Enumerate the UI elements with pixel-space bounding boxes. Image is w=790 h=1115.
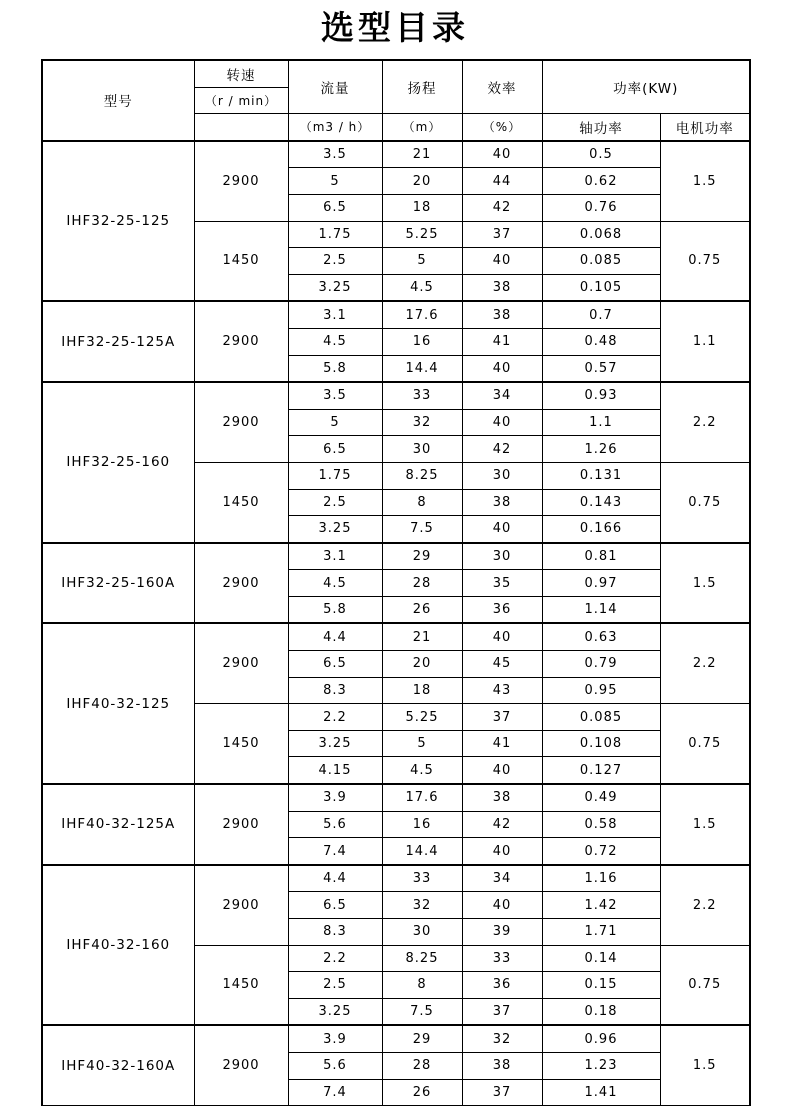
cell-head: 4.5 — [382, 274, 462, 301]
cell-shaft: 0.58 — [542, 811, 660, 838]
cell-shaft: 0.18 — [542, 998, 660, 1025]
cell-eff: 32 — [462, 1025, 542, 1052]
cell-eff: 42 — [462, 436, 542, 463]
cell-head: 17.6 — [382, 784, 462, 811]
header-speed: 转速 — [194, 60, 288, 87]
cell-eff: 40 — [462, 141, 542, 168]
cell-speed: 1450 — [194, 462, 288, 542]
cell-speed: 2900 — [194, 141, 288, 221]
cell-eff: 37 — [462, 998, 542, 1025]
cell-shaft: 1.26 — [542, 436, 660, 463]
cell-flow: 3.25 — [288, 998, 382, 1025]
cell-eff: 36 — [462, 596, 542, 623]
cell-speed: 2900 — [194, 543, 288, 624]
table-row — [42, 543, 750, 570]
cell-eff: 30 — [462, 462, 542, 489]
cell-flow: 2.5 — [288, 489, 382, 516]
cell-head: 7.5 — [382, 998, 462, 1025]
table-row — [42, 784, 750, 811]
cell-flow: 3.9 — [288, 784, 382, 811]
cell-model: IHF32-25-125A — [42, 301, 194, 382]
cell-eff: 37 — [462, 221, 542, 248]
cell-eff: 34 — [462, 865, 542, 892]
cell-head: 33 — [382, 382, 462, 409]
cell-head: 14.4 — [382, 355, 462, 382]
cell-flow: 3.25 — [288, 730, 382, 757]
cell-speed: 2900 — [194, 301, 288, 382]
cell-flow: 4.4 — [288, 865, 382, 892]
cell-shaft: 0.143 — [542, 489, 660, 516]
header-row-1 — [42, 60, 750, 87]
cell-shaft: 0.5 — [542, 141, 660, 168]
cell-flow: 6.5 — [288, 436, 382, 463]
cell-eff: 30 — [462, 543, 542, 570]
cell-flow: 3.9 — [288, 1025, 382, 1052]
cell-shaft: 1.42 — [542, 892, 660, 919]
cell-flow: 1.75 — [288, 221, 382, 248]
cell-flow: 8.3 — [288, 677, 382, 704]
cell-shaft: 0.63 — [542, 623, 660, 650]
cell-head: 17.6 — [382, 301, 462, 328]
cell-shaft: 1.16 — [542, 865, 660, 892]
cell-head: 30 — [382, 919, 462, 946]
cell-head: 26 — [382, 1079, 462, 1106]
spec-table-container — [0, 59, 790, 1106]
cell-speed: 2900 — [194, 382, 288, 462]
cell-flow: 5.6 — [288, 811, 382, 838]
cell-shaft: 0.62 — [542, 168, 660, 195]
cell-speed: 1450 — [194, 704, 288, 784]
cell-shaft: 1.1 — [542, 409, 660, 436]
cell-shaft: 0.131 — [542, 462, 660, 489]
cell-shaft: 0.95 — [542, 677, 660, 704]
cell-shaft: 0.085 — [542, 248, 660, 275]
cell-head: 7.5 — [382, 516, 462, 543]
cell-motor-power: 0.75 — [660, 462, 750, 542]
cell-shaft: 0.108 — [542, 730, 660, 757]
cell-eff: 40 — [462, 516, 542, 543]
header-speed-blank — [194, 114, 288, 141]
cell-speed: 2900 — [194, 784, 288, 865]
cell-flow: 5.6 — [288, 1052, 382, 1079]
cell-shaft: 0.96 — [542, 1025, 660, 1052]
cell-shaft: 0.57 — [542, 355, 660, 382]
cell-flow: 8.3 — [288, 919, 382, 946]
cell-head: 30 — [382, 436, 462, 463]
cell-eff: 40 — [462, 892, 542, 919]
cell-flow: 3.1 — [288, 301, 382, 328]
header-efficiency: 效率 — [462, 60, 542, 114]
cell-shaft: 0.085 — [542, 704, 660, 731]
cell-eff: 39 — [462, 919, 542, 946]
cell-head: 5 — [382, 730, 462, 757]
cell-flow: 4.4 — [288, 623, 382, 650]
cell-head: 29 — [382, 543, 462, 570]
cell-flow: 3.5 — [288, 382, 382, 409]
header-flow: 流量 — [288, 60, 382, 114]
table-body — [42, 141, 750, 1106]
cell-motor-power: 1.1 — [660, 301, 750, 382]
cell-shaft: 0.14 — [542, 945, 660, 972]
cell-flow: 5 — [288, 168, 382, 195]
cell-motor-power: 0.75 — [660, 221, 750, 301]
cell-speed: 2900 — [194, 623, 288, 703]
cell-head: 8.25 — [382, 945, 462, 972]
cell-head: 16 — [382, 811, 462, 838]
cell-flow: 6.5 — [288, 194, 382, 221]
cell-speed: 2900 — [194, 865, 288, 945]
cell-eff: 40 — [462, 838, 542, 865]
cell-eff: 35 — [462, 570, 542, 597]
cell-head: 14.4 — [382, 838, 462, 865]
cell-flow: 5 — [288, 409, 382, 436]
cell-eff: 40 — [462, 355, 542, 382]
cell-eff: 38 — [462, 784, 542, 811]
cell-flow: 4.15 — [288, 757, 382, 784]
cell-head: 8.25 — [382, 462, 462, 489]
cell-flow: 2.2 — [288, 704, 382, 731]
table-row — [42, 382, 750, 409]
cell-head: 5.25 — [382, 221, 462, 248]
cell-shaft: 0.105 — [542, 274, 660, 301]
cell-eff: 38 — [462, 489, 542, 516]
cell-eff: 34 — [462, 382, 542, 409]
cell-head: 32 — [382, 892, 462, 919]
cell-head: 5 — [382, 248, 462, 275]
cell-eff: 33 — [462, 945, 542, 972]
cell-motor-power: 1.5 — [660, 784, 750, 865]
cell-speed: 1450 — [194, 945, 288, 1025]
header-motor-power: 电机功率 — [660, 114, 750, 141]
cell-model: IHF32-25-160 — [42, 382, 194, 543]
cell-flow: 2.5 — [288, 972, 382, 999]
header-head: 扬程 — [382, 60, 462, 114]
table-header — [42, 60, 750, 141]
cell-eff: 44 — [462, 168, 542, 195]
cell-motor-power: 0.75 — [660, 945, 750, 1025]
cell-head: 18 — [382, 677, 462, 704]
cell-flow: 2.2 — [288, 945, 382, 972]
cell-eff: 41 — [462, 730, 542, 757]
cell-flow: 7.4 — [288, 838, 382, 865]
cell-shaft: 0.49 — [542, 784, 660, 811]
cell-head: 5.25 — [382, 704, 462, 731]
cell-head: 26 — [382, 596, 462, 623]
cell-shaft: 0.81 — [542, 543, 660, 570]
cell-flow: 3.5 — [288, 141, 382, 168]
table-row — [42, 623, 750, 650]
cell-shaft: 0.79 — [542, 651, 660, 678]
cell-shaft: 0.15 — [542, 972, 660, 999]
cell-model: IHF40-32-125 — [42, 623, 194, 784]
cell-flow: 3.1 — [288, 543, 382, 570]
cell-shaft: 0.068 — [542, 221, 660, 248]
header-head-unit: （m） — [382, 114, 462, 141]
table-row — [42, 1025, 750, 1052]
cell-eff: 38 — [462, 301, 542, 328]
cell-shaft: 0.7 — [542, 301, 660, 328]
cell-shaft: 1.23 — [542, 1052, 660, 1079]
cell-shaft: 0.48 — [542, 328, 660, 355]
table-row — [42, 865, 750, 892]
cell-flow: 3.25 — [288, 516, 382, 543]
cell-head: 20 — [382, 651, 462, 678]
header-efficiency-unit: （%） — [462, 114, 542, 141]
cell-eff: 40 — [462, 757, 542, 784]
pump-selection-table — [41, 59, 751, 1106]
cell-eff: 45 — [462, 651, 542, 678]
cell-head: 8 — [382, 489, 462, 516]
cell-flow: 1.75 — [288, 462, 382, 489]
cell-eff: 41 — [462, 328, 542, 355]
cell-shaft: 0.166 — [542, 516, 660, 543]
cell-head: 16 — [382, 328, 462, 355]
cell-shaft: 0.127 — [542, 757, 660, 784]
header-speed-unit: （r / min） — [194, 87, 288, 114]
cell-head: 18 — [382, 194, 462, 221]
cell-motor-power: 2.2 — [660, 382, 750, 462]
cell-flow: 6.5 — [288, 651, 382, 678]
cell-eff: 37 — [462, 704, 542, 731]
table-row — [42, 141, 750, 168]
cell-head: 29 — [382, 1025, 462, 1052]
cell-head: 33 — [382, 865, 462, 892]
cell-speed: 2900 — [194, 1025, 288, 1105]
cell-eff: 36 — [462, 972, 542, 999]
cell-motor-power: 1.5 — [660, 543, 750, 624]
cell-speed: 1450 — [194, 221, 288, 301]
cell-head: 8 — [382, 972, 462, 999]
cell-eff: 40 — [462, 623, 542, 650]
cell-shaft: 1.14 — [542, 596, 660, 623]
header-model: 型号 — [42, 60, 194, 141]
cell-flow: 4.5 — [288, 328, 382, 355]
cell-flow: 4.5 — [288, 570, 382, 597]
cell-flow: 7.4 — [288, 1079, 382, 1106]
cell-head: 28 — [382, 570, 462, 597]
cell-head: 21 — [382, 141, 462, 168]
cell-eff: 40 — [462, 248, 542, 275]
cell-shaft: 0.72 — [542, 838, 660, 865]
cell-model: IHF32-25-160A — [42, 543, 194, 624]
cell-model: IHF40-32-160A — [42, 1025, 194, 1105]
cell-model: IHF40-32-125A — [42, 784, 194, 865]
cell-motor-power: 2.2 — [660, 623, 750, 703]
header-power: 功率(KW) — [542, 60, 750, 114]
cell-head: 28 — [382, 1052, 462, 1079]
cell-model: IHF40-32-160 — [42, 865, 194, 1026]
cell-shaft: 0.93 — [542, 382, 660, 409]
cell-motor-power: 2.2 — [660, 865, 750, 945]
cell-shaft: 1.41 — [542, 1079, 660, 1106]
cell-motor-power: 1.5 — [660, 1025, 750, 1105]
cell-eff: 37 — [462, 1079, 542, 1106]
cell-flow: 5.8 — [288, 596, 382, 623]
cell-eff: 38 — [462, 1052, 542, 1079]
cell-flow: 5.8 — [288, 355, 382, 382]
cell-shaft: 0.76 — [542, 194, 660, 221]
cell-model: IHF32-25-125 — [42, 141, 194, 302]
cell-motor-power: 0.75 — [660, 704, 750, 784]
table-row — [42, 301, 750, 328]
cell-eff: 43 — [462, 677, 542, 704]
cell-eff: 40 — [462, 409, 542, 436]
page-title: 选型目录 — [321, 8, 469, 47]
cell-shaft: 0.97 — [542, 570, 660, 597]
cell-head: 32 — [382, 409, 462, 436]
header-shaft-power: 轴功率 — [542, 114, 660, 141]
cell-eff: 42 — [462, 811, 542, 838]
cell-shaft: 1.71 — [542, 919, 660, 946]
cell-head: 21 — [382, 623, 462, 650]
header-flow-unit: （m3 / h） — [288, 114, 382, 141]
cell-eff: 38 — [462, 274, 542, 301]
cell-eff: 42 — [462, 194, 542, 221]
cell-flow: 2.5 — [288, 248, 382, 275]
cell-flow: 3.25 — [288, 274, 382, 301]
cell-flow: 6.5 — [288, 892, 382, 919]
cell-head: 4.5 — [382, 757, 462, 784]
cell-head: 20 — [382, 168, 462, 195]
cell-motor-power: 1.5 — [660, 141, 750, 221]
